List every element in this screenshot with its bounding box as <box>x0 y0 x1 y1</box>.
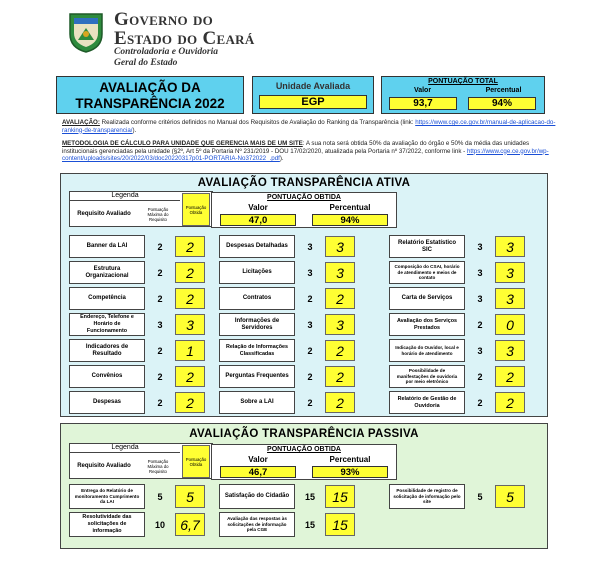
requirement-obtained-score: 2 <box>495 392 525 413</box>
active-legend-req: Requisito Avaliado <box>77 210 131 217</box>
evaluation-note-label: AVALIAÇÃO: <box>62 119 100 126</box>
evaluation-title-line-1: AVALIAÇÃO DA <box>99 80 201 95</box>
requirement-max-score: 3 <box>307 319 313 330</box>
requirement-label: Indicação do Ouvidor, local e horário de atendimento <box>389 339 465 362</box>
requirement-max-score: 2 <box>307 371 313 382</box>
total-percentual-label: Percentual <box>485 87 522 94</box>
methodology-note-text: : A sua nota será obtida 50% da avaliação do órgão e 50% da média das unidades institucionais gerenciadas pela unidade (§2º, Art 5º da Portaria Nº 231/2019 - DOU 17/02/2020, atualizada pela Portaria nº 37/2022, conforme link - <box>62 140 530 155</box>
requirement-label: Possibilidade de manifestações de ouvidoria por meio eletrônico <box>389 365 465 388</box>
passive-legend-max: Pontuação Máxima do Requisito <box>147 458 169 474</box>
requirement-label: Carta de Serviços <box>389 287 465 310</box>
active-valor-value: 47,0 <box>220 214 296 226</box>
requirement-label: Composição do CSAI, horário de atendimento e meios de contato <box>389 261 465 284</box>
active-requirement-row <box>69 235 219 258</box>
active-requirement-row <box>69 365 219 388</box>
requirement-label: Avaliação das respostas às solicitações de informação pela CGE <box>219 512 295 537</box>
unit-label: Unidade Avaliada <box>275 81 351 91</box>
passive-score-box <box>211 444 397 480</box>
requirement-obtained-score: 2 <box>325 340 355 361</box>
requirement-max-score: 2 <box>477 397 483 408</box>
total-valor-value: 93,7 <box>389 97 457 110</box>
active-requirement-row <box>219 339 369 362</box>
passive-percentual-value: 93% <box>312 466 388 478</box>
requirement-obtained-score: 3 <box>495 340 525 361</box>
active-percentual-value: 94% <box>312 214 388 226</box>
requirement-label: Satisfação do Cidadão <box>219 484 295 509</box>
requirement-label: Possibilidade de registro de solicitação de informação pelo site <box>389 484 465 509</box>
requirement-obtained-score: 2 <box>175 236 205 257</box>
passive-section-title: AVALIAÇÃO TRANSPARÊNCIA PASSIVA <box>189 428 419 440</box>
active-requirement-row <box>69 339 219 362</box>
requirement-obtained-score: 2 <box>175 366 205 387</box>
requirement-label: Entrega do Relatório de monitoramento Cumprimento da LAI <box>69 484 145 509</box>
requirement-label: Avaliação dos Serviços Prestados <box>389 313 465 336</box>
gov-line-2: Estado do Ceará <box>114 28 255 49</box>
active-legend <box>69 191 213 227</box>
active-requirement-row <box>219 287 369 310</box>
passive-requirement-row <box>219 484 369 509</box>
requirement-max-score: 3 <box>477 293 483 304</box>
requirement-max-score: 3 <box>157 319 163 330</box>
methodology-note <box>62 140 556 163</box>
passive-requirement-row <box>389 484 539 509</box>
requirement-obtained-score: 3 <box>495 288 525 309</box>
requirement-obtained-score: 15 <box>325 485 355 508</box>
requirement-max-score: 3 <box>477 345 483 356</box>
requirement-max-score: 2 <box>477 371 483 382</box>
requirement-label: Competência <box>69 287 145 310</box>
active-requirement-row <box>389 339 539 362</box>
requirement-max-score: 2 <box>307 293 313 304</box>
requirement-label: Despesas Detalhadas <box>219 235 295 258</box>
active-requirement-row <box>69 287 219 310</box>
requirement-label: Resolutividade das solicitações de informação <box>69 512 145 537</box>
requirement-max-score: 3 <box>477 241 483 252</box>
passive-transparency-section <box>60 423 548 549</box>
active-requirement-row <box>69 391 219 414</box>
total-valor-label: Valor <box>413 87 432 94</box>
active-requirement-row <box>389 365 539 388</box>
requirement-label: Perguntas Frequentes <box>219 365 295 388</box>
active-score-title: PONTUAÇÃO OBTIDA <box>267 194 341 201</box>
total-percentual-value: 94% <box>468 97 536 110</box>
requirement-obtained-score: 2 <box>325 392 355 413</box>
requirement-label: Despesas <box>69 391 145 414</box>
portaria-link[interactable]: https://www.cge.ce.gov.br/wp-content/uploads/sites/20/2022/03/doc20220317p01-PORTARIA-No372022_.pdf <box>62 147 549 162</box>
passive-requirement-row <box>69 484 219 509</box>
requirement-max-score: 15 <box>304 491 315 502</box>
requirement-max-score: 5 <box>157 491 163 502</box>
passive-percentual-label: Percentual <box>329 455 371 464</box>
active-requirement-row <box>219 261 369 284</box>
requirement-obtained-score: 3 <box>325 236 355 257</box>
requirement-max-score: 10 <box>154 519 165 530</box>
methodology-note-end: ). <box>279 155 284 162</box>
requirement-max-score: 3 <box>477 267 483 278</box>
passive-legend-title: Legenda <box>70 444 180 453</box>
passive-score-title: PONTUAÇÃO OBTIDA <box>267 446 341 453</box>
requirement-max-score: 2 <box>157 267 163 278</box>
passive-valor-value: 46,7 <box>220 466 296 478</box>
requirement-max-score: 3 <box>307 267 313 278</box>
requirement-obtained-score: 2 <box>175 288 205 309</box>
requirement-obtained-score: 3 <box>325 262 355 283</box>
requirement-label: Sobre a LAI <box>219 391 295 414</box>
active-section-title: AVALIAÇÃO TRANSPARÊNCIA ATIVA <box>197 177 411 189</box>
passive-requirement-row <box>219 512 369 537</box>
active-requirement-row <box>219 235 369 258</box>
evaluation-title-box <box>56 76 244 114</box>
active-score-box <box>211 192 397 228</box>
requirement-obtained-score: 15 <box>325 513 355 536</box>
requirement-label: Relatório Estatístico SIC <box>389 235 465 258</box>
active-requirement-row <box>389 235 539 258</box>
active-requirement-row <box>219 391 369 414</box>
requirement-label: Convênios <box>69 365 145 388</box>
requirement-obtained-score: 5 <box>175 485 205 508</box>
requirement-obtained-score: 3 <box>495 262 525 283</box>
evaluation-note-text: Realizada conforme critérios definidos no Manual dos Requisitos de Avaliação do Ranking da Transparência (link: <box>99 119 416 126</box>
active-transparency-section <box>60 173 548 417</box>
requirement-label: Banner da LAI <box>69 235 145 258</box>
requirement-label: Contratos <box>219 287 295 310</box>
requirement-max-score: 2 <box>157 241 163 252</box>
evaluation-note <box>62 119 556 134</box>
requirement-obtained-score: 1 <box>175 340 205 361</box>
requirement-obtained-score: 3 <box>495 236 525 257</box>
requirement-obtained-score: 0 <box>495 314 525 335</box>
passive-legend-req: Requisito Avaliado <box>77 462 131 469</box>
requirement-obtained-score: 2 <box>325 366 355 387</box>
requirement-max-score: 2 <box>307 397 313 408</box>
requirement-max-score: 2 <box>157 371 163 382</box>
gov-line-1: Governo do <box>114 9 214 30</box>
passive-legend-obt: Pontuação Obtida <box>182 445 210 478</box>
requirement-label: Estrutura Organizacional <box>69 261 145 284</box>
active-requirement-row <box>389 391 539 414</box>
active-legend-max: Pontuação Máxima do Requisito <box>147 206 169 222</box>
active-requirement-row <box>389 313 539 336</box>
passive-requirement-row <box>69 512 219 537</box>
methodology-note-label: METODOLOGIA DE CÁLCULO PARA UNIDADE QUE GERENCIA MAIS DE UM SITE <box>62 140 303 147</box>
requirement-max-score: 15 <box>304 519 315 530</box>
passive-valor-label: Valor <box>248 455 268 464</box>
requirement-label: Relatório de Gestão de Ouvidoria <box>389 391 465 414</box>
requirement-label: Informações de Servidores <box>219 313 295 336</box>
requirement-obtained-score: 3 <box>325 314 355 335</box>
passive-legend <box>69 443 213 479</box>
requirement-max-score: 2 <box>157 293 163 304</box>
active-legend-title: Legenda <box>70 192 180 201</box>
requirement-obtained-score: 5 <box>495 485 525 508</box>
requirement-max-score: 2 <box>157 345 163 356</box>
active-legend-obt: Pontuação Obtida <box>182 193 210 226</box>
requirement-label: Licitações <box>219 261 295 284</box>
requirement-max-score: 5 <box>477 491 483 502</box>
active-valor-label: Valor <box>248 203 268 212</box>
requirement-max-score: 2 <box>477 319 483 330</box>
requirement-obtained-score: 2 <box>175 392 205 413</box>
government-subtitle <box>114 47 218 69</box>
sub-line-1: Controladoria e Ouvidoria <box>114 47 218 57</box>
requirement-obtained-score: 6,7 <box>175 513 205 536</box>
active-requirement-row <box>219 313 369 336</box>
requirement-obtained-score: 2 <box>325 288 355 309</box>
requirement-label: Relação de Informações Classificadas <box>219 339 295 362</box>
total-score-title: PONTUAÇÃO TOTAL <box>428 78 498 85</box>
active-percentual-label: Percentual <box>329 203 371 212</box>
active-requirement-row <box>69 313 219 336</box>
active-requirement-row <box>389 261 539 284</box>
requirement-max-score: 3 <box>307 241 313 252</box>
requirement-max-score: 2 <box>157 397 163 408</box>
requirement-obtained-score: 2 <box>175 262 205 283</box>
requirement-max-score: 2 <box>307 345 313 356</box>
active-requirement-row <box>389 287 539 310</box>
evaluation-note-end: ). <box>132 126 137 134</box>
unit-value: EGP <box>259 95 367 109</box>
requirement-label: Indicadores de Resultado <box>69 339 145 362</box>
sub-line-2: Geral do Estado <box>114 58 178 68</box>
requirement-label: Endereço, Telefone e Horário de Funcionamento <box>69 313 145 336</box>
requirement-obtained-score: 2 <box>495 366 525 387</box>
active-requirement-row <box>69 261 219 284</box>
requirement-obtained-score: 3 <box>175 314 205 335</box>
active-requirement-row <box>219 365 369 388</box>
evaluation-title-line-2: TRANSPARÊNCIA 2022 <box>75 96 225 111</box>
manual-link[interactable]: https://www.cge.ce.gov.br/manual-de-aplicacao-do-ranking-de-transparencia/ <box>62 119 556 134</box>
government-title <box>114 10 255 48</box>
ceara-coat-of-arms-icon <box>64 10 108 54</box>
